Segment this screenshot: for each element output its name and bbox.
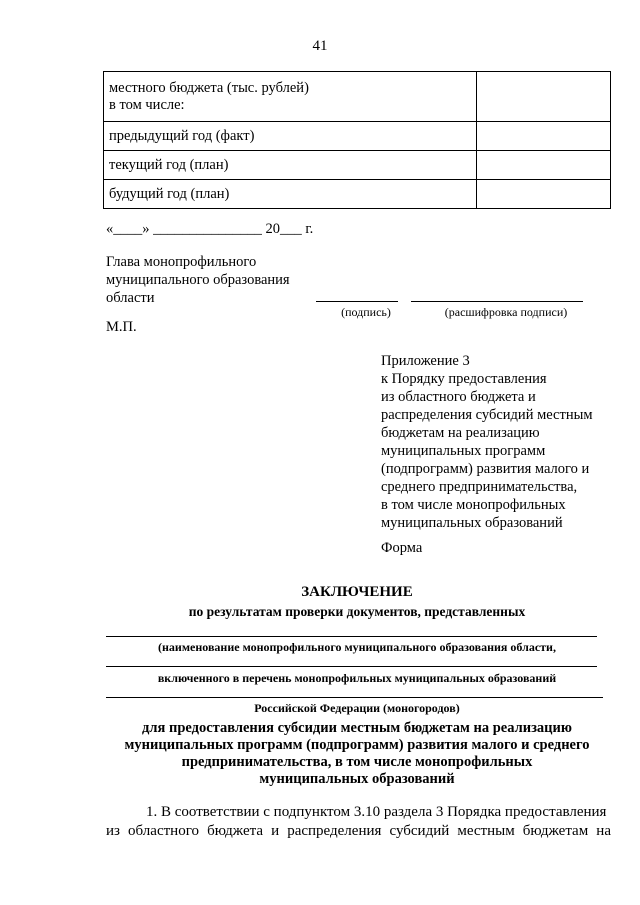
fill-line-3 <box>106 697 603 698</box>
appendix-line: Приложение 3 <box>381 353 470 369</box>
paragraph-1 <box>106 803 611 841</box>
appendix-line: в том числе монопрофильных <box>381 497 566 513</box>
table-cell-value <box>477 180 611 209</box>
page-number: 41 <box>312 38 328 54</box>
paragraph-line-text: из областного бюджета и распределения субсидий местным бюджетам на <box>106 823 611 839</box>
decoding-caption: (расшифровка подписи) <box>444 305 568 319</box>
table-cell-label <box>104 72 477 122</box>
fill-line-2 <box>106 666 597 667</box>
fill-line-1 <box>106 636 597 637</box>
stamp-label: М.П. <box>106 319 137 335</box>
head-label-line: области <box>106 290 155 306</box>
appendix-line: к Порядку предоставления <box>381 371 547 387</box>
appendix-line: муниципальных программ <box>381 443 546 459</box>
table-cell-value <box>477 122 611 151</box>
table-cell-label: будущий год (план) <box>104 180 477 209</box>
date-line: «____» _______________ 20___ г. <box>106 221 314 237</box>
purpose-line: муниципальных образований <box>259 771 455 787</box>
table-cell-value <box>477 151 611 180</box>
purpose-line: муниципальных программ (подпрограмм) развития малого и среднего <box>124 737 590 753</box>
signature-caption: (подпись) <box>341 305 391 319</box>
paragraph-line <box>106 822 611 841</box>
document-subtitle: по результатам проверки документов, представленных <box>188 604 526 619</box>
appendix-line: среднего предпринимательства, <box>381 479 578 495</box>
appendix-line: распределения субсидий местным <box>381 407 593 423</box>
table-cell-value <box>477 72 611 122</box>
document-title: ЗАКЛЮЧЕНИЕ <box>301 584 413 600</box>
caption-3: Российской Федерации (моногородов) <box>254 701 460 715</box>
appendix-line: муниципальных образований <box>381 515 563 531</box>
head-label-line: Глава монопрофильного <box>106 254 257 270</box>
table-row <box>104 180 611 209</box>
appendix-block <box>381 352 593 532</box>
head-label <box>106 253 290 307</box>
table-row <box>104 151 611 180</box>
purpose-block <box>103 720 611 788</box>
budget-table <box>103 71 611 209</box>
appendix-line: из областного бюджета и <box>381 389 536 405</box>
table-cell-label: текущий год (план) <box>104 151 477 180</box>
signature-line <box>316 301 398 302</box>
cell-line: местного бюджета (тыс. рублей) <box>109 79 309 96</box>
purpose-line: предпринимательства, в том числе монопрофильных <box>181 754 533 770</box>
caption-2: включенного в перечень монопрофильных муниципальных образований <box>157 671 557 685</box>
head-label-line: муниципального образования <box>106 272 290 288</box>
purpose-line: для предоставления субсидии местным бюджетам на реализацию <box>142 720 572 736</box>
appendix-line: бюджетам на реализацию <box>381 425 540 441</box>
cell-line: в том числе: <box>109 96 185 113</box>
caption-1: (наименование монопрофильного муниципального образования области, <box>158 640 556 654</box>
paragraph-line <box>106 803 611 822</box>
table-cell-label: предыдущий год (факт) <box>104 122 477 151</box>
form-label: Форма <box>381 540 423 556</box>
table-row <box>104 72 611 122</box>
decoding-line <box>411 301 583 302</box>
appendix-line: (подпрограмм) развития малого и <box>381 461 590 477</box>
paragraph-line-text: 1. В соответствии с подпунктом 3.10 раздела 3 Порядка предоставления <box>146 804 607 820</box>
table-row <box>104 122 611 151</box>
